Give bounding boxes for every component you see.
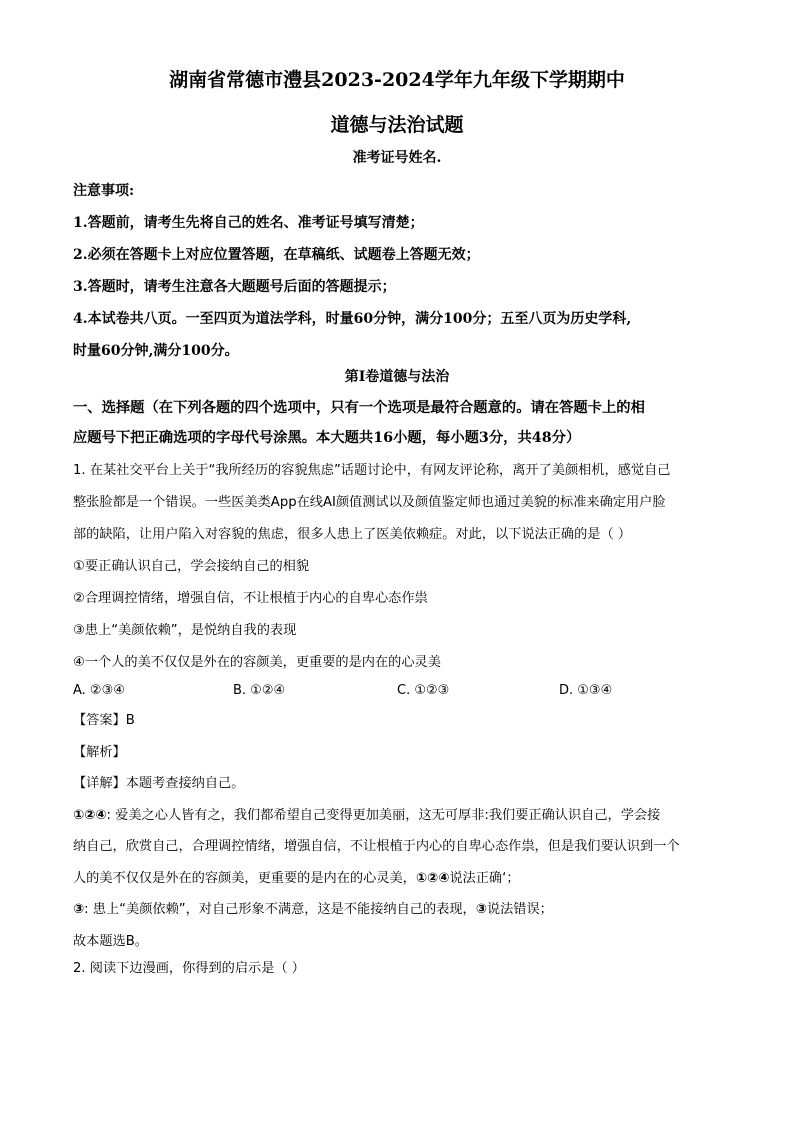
detail-line — [73, 773, 733, 805]
detail-prefix: ③ — [73, 902, 85, 917]
question-1-options — [73, 680, 733, 702]
note-item: 时量60分钟,满分100分。 — [73, 343, 239, 359]
statement-item: ④一个人的美不仅仅是外在的容颜美，更重要的是内在的心灵美 — [73, 655, 441, 670]
statement-item: ①要正确认识自己，学会接纳自己的相貌 — [73, 559, 310, 574]
detail-mark: ③ — [475, 902, 487, 917]
conclusion-line: 故本题选B。 — [73, 933, 148, 949]
part-instructions — [73, 397, 733, 457]
note-item: 4.本试卷共八页。一至四页为道法学科，时量60分钟，满分100分；五至八页为历史学科, — [73, 311, 632, 327]
detail-end: 说法正确‘； — [449, 870, 520, 886]
part-instructions-line: 一、选择题（在下列各题的四个选项中，只有一个选项是最符合题意的。请在答题卡上的相 — [73, 400, 645, 416]
question-stem-line: 部的缺陷，让用户陷入对容貌的焦虑，很多人患上了医美依赖症。对此，以下说法正确的是（ ） — [73, 527, 632, 542]
detail-line — [73, 899, 733, 931]
exam-notes — [73, 180, 733, 372]
part-instructions-line: 应题号下把正确选项的字母代号涂黑。本大题共16小题，每小题3分，共48分） — [73, 430, 581, 446]
detail-end: 说法错误； — [486, 902, 553, 917]
detail-line — [73, 868, 733, 900]
section-heading: 第I卷道德与法治 — [344, 369, 450, 385]
option-b: B. ①②④ — [233, 683, 286, 698]
statement-item: ③患上“美颜依赖”，是悦纳自我的表现 — [73, 623, 297, 638]
option-c: C. ①②③ — [397, 683, 450, 698]
candidate-info-line: 准考证号姓名. — [352, 150, 442, 166]
detail-tag: 【详解】 — [73, 776, 126, 791]
answer-line — [73, 710, 733, 742]
exam-title: 湖南省常德市澧县2023-2024学年九年级下学期期中 — [169, 69, 625, 91]
detail-text: 人的美不仅仅是外在的容颜美，更重要的是内在的心灵美， — [73, 870, 416, 886]
answer-value: B — [125, 713, 135, 728]
note-item: 3.答题时，请考生注意各大题题号后面的答题提示； — [73, 279, 396, 295]
detail-prefix: ①②④ — [73, 807, 107, 823]
detail-text: : 爱美之心人皆有之，我们都希望自己变得更加美丽，这无可厚非:我们要正确认识自己，学会接 — [106, 807, 661, 823]
note-item: 2.必须在答题卡上对应位置答题，在草稿纸、试题卷上答题无效； — [73, 247, 480, 263]
detail-line: 纳自己，欣赏自己，合理调控情绪，增强自信，不让根植于内心的自卑心态作祟，但是我们要认识到一个 — [73, 839, 680, 854]
note-item: 1.答题前，请考生先将自己的姓名、准考证号填写清楚； — [73, 215, 424, 231]
question-stem-line: 整张脸都是一个错误。一些医美类App在线AI颜值测试以及颜值鉴定师也通过美貌的标准来确定用户脸 — [73, 495, 666, 510]
detail-intro: 本题考查接纳自己。 — [125, 776, 245, 791]
detail-mark: ①②④ — [415, 870, 450, 886]
option-d: D. ①③④ — [559, 683, 613, 698]
question-1-analysis — [73, 710, 733, 962]
statement-item: ②合理调控情绪，增强自信，不让根植于内心的自卑心态作祟 — [73, 591, 428, 606]
question-stem-line: 1. 在某社交平台上关于“我所经历的容貌焦虑”话题讨论中，有网友评论称，离开了美颜相机，感觉自己 — [73, 463, 671, 478]
notes-heading: 注意事项: — [73, 183, 135, 199]
detail-text: : 患上“美颜依赖”，对自己形象不满意，这是不能接纳自己的表现， — [84, 902, 476, 917]
option-a: A. ②③④ — [73, 683, 125, 698]
analysis-tag: 【解析】 — [73, 744, 126, 760]
question-2-stem: 2. 阅读下边漫画，你得到的启示是（ ） — [73, 961, 305, 976]
exam-subject-title: 道德与法治试题 — [330, 114, 464, 136]
detail-line — [73, 805, 733, 837]
answer-tag: 【答案】 — [73, 713, 126, 728]
question-1 — [73, 460, 733, 684]
